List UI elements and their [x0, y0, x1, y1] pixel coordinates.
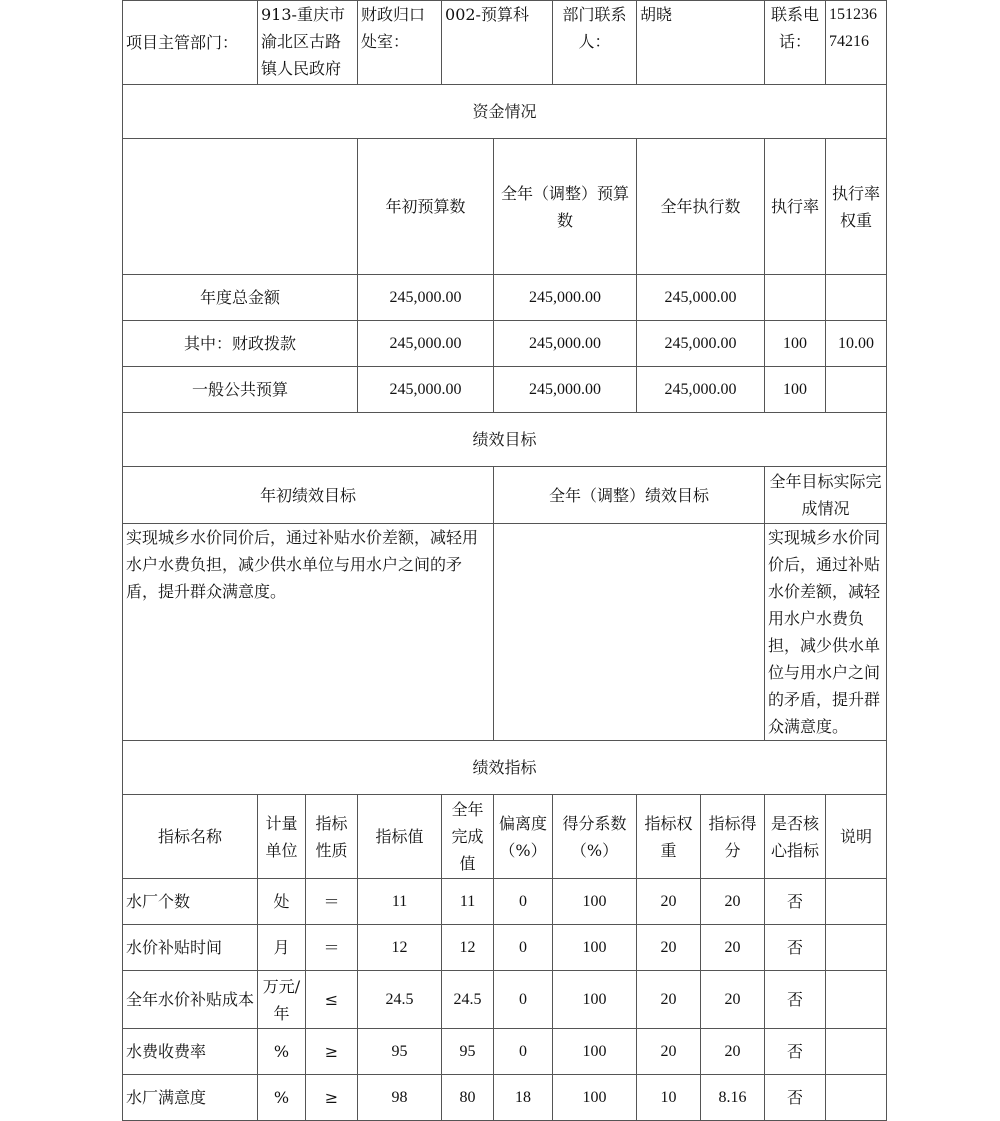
ind-actual: 80 — [442, 1075, 494, 1121]
ind-actual: 12 — [442, 925, 494, 971]
funds-executed: 245,000.00 — [637, 367, 765, 413]
ind-col-note: 说明 — [826, 795, 887, 879]
indicator-row — [123, 879, 887, 925]
ind-nature: ＝ — [306, 879, 358, 925]
ind-unit: 月 — [258, 925, 306, 971]
ind-deviation: 0 — [494, 925, 553, 971]
ind-score: 20 — [701, 879, 765, 925]
ind-name: 水厂满意度 — [123, 1075, 258, 1121]
ind-deviation: 0 — [494, 1029, 553, 1075]
ind-weight: 10 — [637, 1075, 701, 1121]
funds-col-weight: 执行率权重 — [826, 139, 887, 275]
ind-deviation: 0 — [494, 879, 553, 925]
ind-target: 11 — [358, 879, 442, 925]
funds-adjusted: 245,000.00 — [494, 367, 637, 413]
ind-target: 95 — [358, 1029, 442, 1075]
ind-col-nature: 指标性质 — [306, 795, 358, 879]
ind-weight: 20 — [637, 1029, 701, 1075]
dept-label: 项目主管部门： — [123, 1, 258, 85]
contact-value: 胡晓 — [637, 1, 765, 85]
ind-col-target: 指标值 — [358, 795, 442, 879]
ind-coef: 100 — [553, 971, 637, 1029]
funds-weight — [826, 367, 887, 413]
ind-col-unit: 计量单位 — [258, 795, 306, 879]
funds-executed: 245,000.00 — [637, 275, 765, 321]
funds-header-row — [123, 139, 887, 275]
ind-note — [826, 1075, 887, 1121]
ind-name: 水费收费率 — [123, 1029, 258, 1075]
ind-weight: 20 — [637, 925, 701, 971]
ind-unit: % — [258, 1029, 306, 1075]
funds-row-label: 年度总金额 — [123, 275, 358, 321]
dept-value: 913-重庆市渝北区古路镇人民政府 — [258, 1, 358, 85]
funds-section-title: 资金情况 — [123, 85, 887, 139]
funds-row — [123, 321, 887, 367]
ind-col-name: 指标名称 — [123, 795, 258, 879]
ind-deviation: 18 — [494, 1075, 553, 1121]
ind-coef: 100 — [553, 1075, 637, 1121]
phone-label: 联系电话： — [765, 1, 826, 85]
goals-adjusted-text — [494, 524, 765, 741]
indicators-section-title: 绩效指标 — [123, 741, 887, 795]
funds-col-executed: 全年执行数 — [637, 139, 765, 275]
funds-rate: 100 — [765, 367, 826, 413]
funds-weight: 10.00 — [826, 321, 887, 367]
indicator-row — [123, 1029, 887, 1075]
ind-coef: 100 — [553, 879, 637, 925]
ind-col-score: 指标得分 — [701, 795, 765, 879]
indicator-row — [123, 925, 887, 971]
ind-name: 水厂个数 — [123, 879, 258, 925]
ind-col-deviation: 偏离度（%） — [494, 795, 553, 879]
funds-weight — [826, 275, 887, 321]
ind-name: 全年水价补贴成本 — [123, 971, 258, 1029]
ind-core: 否 — [765, 879, 826, 925]
ind-col-core: 是否核心指标 — [765, 795, 826, 879]
goals-header-row — [123, 467, 887, 524]
ind-unit: 处 — [258, 879, 306, 925]
ind-core: 否 — [765, 925, 826, 971]
goals-col-adjusted: 全年（调整）绩效目标 — [494, 467, 765, 524]
goals-content-row — [123, 524, 887, 741]
ind-unit: % — [258, 1075, 306, 1121]
funds-col-initial: 年初预算数 — [358, 139, 494, 275]
phone-value: 15123674216 — [826, 1, 887, 85]
funds-row-label: 其中：财政拨款 — [123, 321, 358, 367]
ind-target: 12 — [358, 925, 442, 971]
ind-actual: 95 — [442, 1029, 494, 1075]
office-value: 002-预算科 — [442, 1, 553, 85]
header-row — [123, 1, 887, 85]
ind-nature: ≤ — [306, 971, 358, 1029]
ind-target: 98 — [358, 1075, 442, 1121]
indicators-header-row — [123, 795, 887, 879]
ind-score: 8.16 — [701, 1075, 765, 1121]
funds-initial: 245,000.00 — [358, 275, 494, 321]
office-label: 财政归口处室： — [358, 1, 442, 85]
ind-note — [826, 1029, 887, 1075]
goals-actual-text: 实现城乡水价同价后，通过补贴水价差额，减轻用水户水费负担，减少供水单位与用水户之间的矛盾，提升群众满意度。 — [765, 524, 887, 741]
ind-core: 否 — [765, 1075, 826, 1121]
funds-col-adjusted: 全年（调整）预算数 — [494, 139, 637, 275]
indicator-row — [123, 1075, 887, 1121]
goals-col-initial: 年初绩效目标 — [123, 467, 494, 524]
funds-initial: 245,000.00 — [358, 367, 494, 413]
ind-note — [826, 925, 887, 971]
ind-actual: 24.5 — [442, 971, 494, 1029]
funds-adjusted: 245,000.00 — [494, 275, 637, 321]
funds-executed: 245,000.00 — [637, 321, 765, 367]
ind-note — [826, 879, 887, 925]
ind-col-actual: 全年完成值 — [442, 795, 494, 879]
ind-unit: 万元/年 — [258, 971, 306, 1029]
ind-coef: 100 — [553, 1029, 637, 1075]
ind-name: 水价补贴时间 — [123, 925, 258, 971]
funds-header-blank — [123, 139, 358, 275]
ind-score: 20 — [701, 1029, 765, 1075]
ind-core: 否 — [765, 971, 826, 1029]
funds-row — [123, 367, 887, 413]
ind-col-coef: 得分系数（%） — [553, 795, 637, 879]
ind-nature: ≥ — [306, 1029, 358, 1075]
contact-label: 部门联系人： — [553, 1, 637, 85]
ind-deviation: 0 — [494, 971, 553, 1029]
ind-nature: ≥ — [306, 1075, 358, 1121]
ind-core: 否 — [765, 1029, 826, 1075]
ind-nature: ＝ — [306, 925, 358, 971]
funds-adjusted: 245,000.00 — [494, 321, 637, 367]
ind-weight: 20 — [637, 879, 701, 925]
goals-section-title: 绩效目标 — [123, 413, 887, 467]
funds-rate — [765, 275, 826, 321]
goals-initial-text: 实现城乡水价同价后，通过补贴水价差额，减轻用水户水费负担，减少供水单位与用水户之间的矛盾，提升群众满意度。 — [123, 524, 494, 741]
ind-weight: 20 — [637, 971, 701, 1029]
ind-note — [826, 971, 887, 1029]
ind-actual: 11 — [442, 879, 494, 925]
ind-target: 24.5 — [358, 971, 442, 1029]
performance-table — [122, 0, 887, 1121]
ind-col-weight: 指标权重 — [637, 795, 701, 879]
goals-col-actual: 全年目标实际完成情况 — [765, 467, 887, 524]
funds-initial: 245,000.00 — [358, 321, 494, 367]
funds-row — [123, 275, 887, 321]
ind-score: 20 — [701, 925, 765, 971]
ind-score: 20 — [701, 971, 765, 1029]
funds-col-rate: 执行率 — [765, 139, 826, 275]
indicator-row — [123, 971, 887, 1029]
ind-coef: 100 — [553, 925, 637, 971]
funds-row-label: 一般公共预算 — [123, 367, 358, 413]
funds-rate: 100 — [765, 321, 826, 367]
